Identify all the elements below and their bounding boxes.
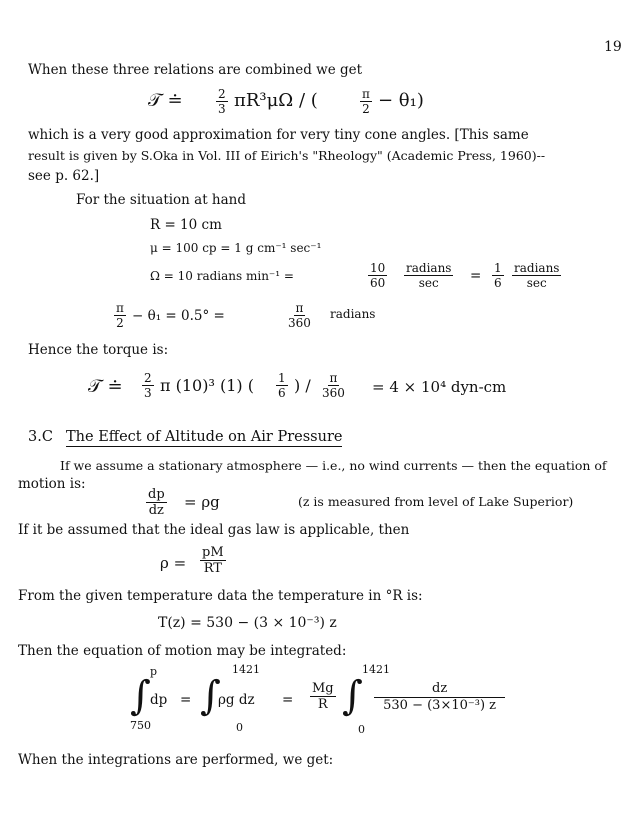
para1-line3: see p. 62.] xyxy=(28,168,100,184)
theta-mid: − θ₁ = 0.5° = xyxy=(132,308,225,324)
section-title: The Effect of Altitude on Air Pressure xyxy=(66,429,343,445)
torque-frac-1-6: $\frac{1}{6}$ xyxy=(278,371,286,400)
para1-line2: result is given by S.Oka in Vol. III of Eirich's "Rheology" (Academic Press, 1960)-- xyxy=(28,148,546,163)
dp-dz-note: (z is measured from level of Lake Superior) xyxy=(298,494,574,509)
para1-line1: which is a very good approximation for very tiny cone angles. [This same xyxy=(28,127,529,143)
eq-2: = xyxy=(282,692,294,708)
integral-sign-3: ∫ xyxy=(342,673,363,719)
int1-body: dp xyxy=(150,692,168,708)
formula1-frac: $\frac{2}{3}$ xyxy=(218,87,226,116)
omega-eq: = xyxy=(470,268,482,284)
para2-line2: motion is: xyxy=(18,476,86,492)
page-number: 19 xyxy=(604,39,622,55)
value-R: R = 10 cm xyxy=(150,217,222,233)
formula1-inner-frac: $\frac{\pi}{2}$ xyxy=(362,87,370,116)
temp-line: From the given temperature data the temperature in °R is: xyxy=(18,588,423,604)
theta-frac-pi-2: $\frac{\pi}{2}$ xyxy=(116,301,124,330)
omega-frac-rad-sec-2: radians sec xyxy=(514,261,560,290)
eq-1: = xyxy=(180,692,192,708)
value-omega: Ω = 10 radians min⁻¹ = xyxy=(150,269,294,283)
int3-upper: 1421 xyxy=(362,663,390,676)
section-number: 3.C xyxy=(28,429,53,445)
torque-frac-2-3: $\frac{2}{3}$ xyxy=(144,371,152,400)
coef-frac: $\frac{Mg}{R}$ xyxy=(312,681,334,712)
gas-line: If it be assumed that the ideal gas law is applicable, then xyxy=(18,522,410,538)
rho-frac: $\frac{pM}{RT}$ xyxy=(202,545,224,576)
right-frac: $\frac{dz}{\text{530 − (3×10⁻³) z}}$ xyxy=(374,682,505,712)
value-mu: μ = 100 cp = 1 g cm⁻¹ sec⁻¹ xyxy=(150,241,322,255)
temp-eq: T(z) = 530 − (3 × 10⁻³) z xyxy=(158,615,337,631)
para2-line1: If we assume a stationary atmosphere — i.e., no wind currents — then the equation of xyxy=(60,458,607,473)
int3-lower: 0 xyxy=(358,723,365,736)
torque-close: ) / xyxy=(294,376,311,395)
int1-lower: 750 xyxy=(130,719,151,732)
formula1-body: πR³μΩ / ( xyxy=(234,90,318,111)
intro-line: When these three relations are combined we get xyxy=(28,62,363,78)
rho-lhs: ρ = xyxy=(160,554,187,572)
theta-frac-pi-360: $\frac{\pi}{360}$ xyxy=(288,301,311,330)
situation-label: For the situation at hand xyxy=(76,192,247,208)
integral-sign-1: ∫ xyxy=(130,673,151,719)
integral-sign-2: ∫ xyxy=(200,673,221,719)
dp-dz-frac: $\frac{dp}{dz}$ xyxy=(148,487,165,518)
torque-result: = 4 × 10⁴ dyn-cm xyxy=(372,378,507,396)
dp-dz-rhs: = ρg xyxy=(184,493,220,511)
formula1-lhs: 𝒯 ≐ xyxy=(148,90,183,111)
torque-mid: π (10)³ (1) ( xyxy=(160,376,254,395)
formula1-tail: − θ₁) xyxy=(378,90,424,111)
theta-unit: radians xyxy=(330,307,376,321)
int2-upper: 1421 xyxy=(232,663,260,676)
torque-lhs: 𝒯 ≐ xyxy=(88,376,123,397)
int1-upper: p xyxy=(150,665,158,678)
omega-frac-1-6: $\frac{1}{6}$ xyxy=(494,261,502,290)
omega-frac-10-60: $\frac{10}{60}$ xyxy=(370,261,386,290)
int2-lower: 0 xyxy=(236,721,243,734)
integrate-line: Then the equation of motion may be integrated: xyxy=(18,643,347,659)
torque-frac-pi-360: $\frac{\pi}{360}$ xyxy=(322,371,345,400)
final-line: When the integrations are performed, we get: xyxy=(18,752,334,768)
int2-body: ρg dz xyxy=(218,692,255,708)
torque-label: Hence the torque is: xyxy=(28,342,169,358)
omega-frac-rad-sec: radians sec xyxy=(406,261,452,290)
